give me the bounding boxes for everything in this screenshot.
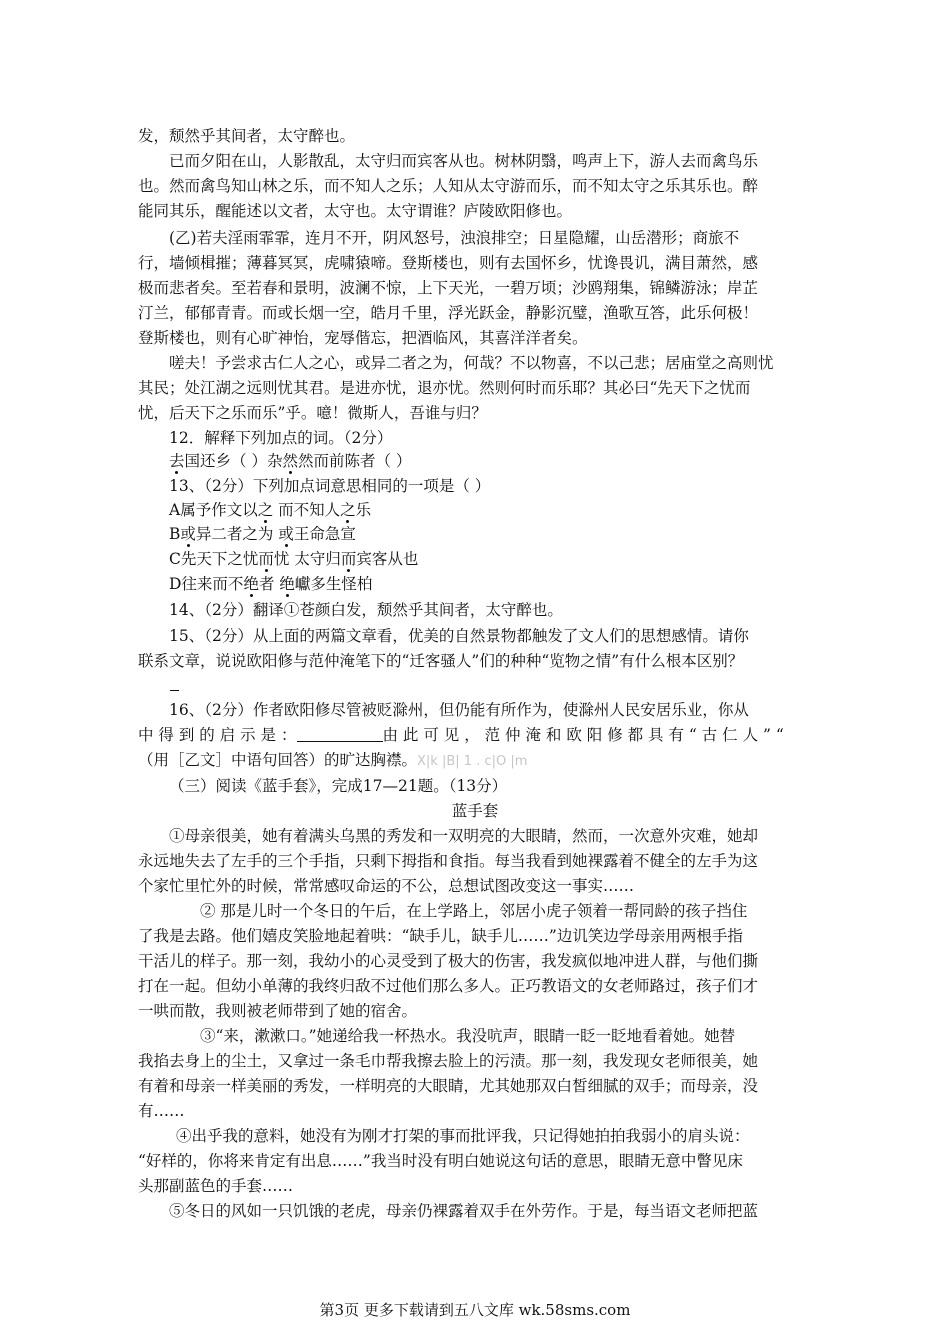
option-text: 异二者之为 — [195, 525, 279, 543]
option-text: 忧 太守归 — [273, 550, 341, 568]
question-15: 15、（2分）从上面的两篇文章看，优美的自然景物都触发了文人们的思想感情。请你 — [169, 627, 749, 645]
paragraph-line: 打在一起。但幼小单薄的我终归敌不过他们那么多人。正巧教语文的女老师路过，孩子们才 — [138, 977, 759, 995]
paragraph-line: ② 那是儿时一个冬日的午后，在上学路上，邻居小虎子领着一帮同龄的孩子挡住 — [200, 902, 748, 920]
question-text: 由 此 可 见 ， 范 仲 淹 和 欧 阳 修 都 具 有 “ 古 仁 人 ” “ — [382, 726, 784, 744]
dotted-char: 之 — [340, 501, 356, 519]
question-12: 12．解释下列加点的词。（2分） — [169, 429, 393, 447]
question-13: 13、（2分）下列加点词意思相同的一项是（ ） — [169, 477, 491, 495]
paragraph-line: ①母亲很美，她有着满头乌黑的秀发和一双明亮的大眼睛，然而，一次意外灾难，她却 — [169, 827, 759, 845]
text-line: 也。然而禽鸟知山林之乐，而不知人之乐；人知从太守游而乐，而不知太守之乐其乐也。醉 — [138, 177, 759, 195]
question-16: 16、（2分）作者欧阳修尽管被贬滁州，但仍能有所作为，使滁州人民安居乐业，你从 — [169, 701, 749, 719]
dotted-char: 而 — [258, 550, 274, 568]
paragraph-line: 永远地失去了左手的三个手指，只剩下拇指和食指。每当我看到她裸露着不健全的左手为这 — [138, 852, 759, 870]
dotted-char: 然 — [282, 452, 298, 470]
question-15-cont: 联系文章，说说欧阳修与范仲淹笔下的“迁客骚人”们的种种“览物之情”有什么根本区别？ — [138, 652, 744, 670]
option-text: C先天下之忧 — [169, 550, 259, 568]
page-footer: 第3页 更多下载请到五八文库 wk.58sms.com — [319, 1301, 631, 1319]
question-text: 中 得 到 的 启 示 是 ： — [138, 726, 297, 744]
paragraph-line: 了我是去路。他们嬉皮笑脸地起着哄：“缺手儿，缺手儿……”边讥笑边学母亲用两根手指 — [138, 927, 743, 945]
option-text: 者 — [258, 575, 280, 593]
answer-blank[interactable] — [297, 726, 383, 742]
dotted-char: 绝 — [279, 575, 295, 593]
text-line: 其民；处江湖之远则忧其君。是进亦忧，退亦忧。然则何时而乐耶？其必曰“先天下之忧而 — [138, 379, 751, 397]
paragraph-line: 有…… — [138, 1102, 185, 1120]
option-text: 而不知人 — [273, 501, 341, 519]
dotted-char: 或 — [180, 525, 196, 543]
text-line: (乙)若夫淫雨霏霏，连月不开，阴风怒号，浊浪排空；日星隐耀，山岳潜形；商旅不 — [169, 229, 740, 247]
dotted-char: 去 — [169, 452, 185, 470]
option-c — [138, 547, 818, 572]
dotted-char: 绝 — [243, 575, 259, 593]
paragraph-line: ③“来，漱漱口。”她递给我一杯热水。我没吭声，眼睛一眨一眨地看着她。她替 — [200, 1027, 736, 1045]
option-text: 乐 — [355, 501, 372, 519]
story-title: 蓝手套 — [451, 802, 499, 820]
text-line: 已而夕阳在山，人影散乱，太守归而宾客从也。树林阴翳，鸣声上下，游人去而禽鸟乐 — [169, 152, 759, 170]
option-d — [138, 572, 818, 597]
option-text: 王命急宣 — [293, 525, 356, 543]
section-heading: （三）阅读《蓝手套》，完成17—21题。（13分） — [169, 777, 508, 795]
text-line: 行，墙倾楫摧；薄暮冥冥，虎啸猿啼。登斯楼也，则有去国怀乡，忧谗畏讥，满目萧然，感 — [138, 254, 759, 272]
question-16-cont — [138, 748, 818, 774]
text-line: 忧，后天下之乐而乐”乎。噫！微斯人，吾谁与归？ — [138, 404, 487, 422]
option-text: B — [169, 525, 181, 543]
answer-line[interactable] — [170, 690, 179, 691]
paragraph-line: ⑤冬日的风如一只饥饿的老虎，母亲仍裸露着双手在外劳作。于是，每当语文老师把蓝 — [169, 1202, 759, 1220]
paragraph-line: 有着和母亲一样美丽的秀发，一样明亮的大眼睛，尤其她那双白皙细腻的双手；而母亲，没 — [138, 1077, 759, 1095]
option-text: D往来而不 — [169, 575, 244, 593]
question-16-cont — [138, 723, 818, 748]
dotted-char: 或 — [278, 525, 294, 543]
option-a — [138, 498, 818, 523]
text-line: 极而悲者矣。至若春和景明，波澜不惊，上下天光，一碧万顷；沙鸥翔集，锦鳞游泳；岸芷 — [138, 279, 759, 297]
question-text: （用［乙文］中语句回答）的旷达胸襟。 — [138, 751, 418, 769]
option-text: A属予作文以 — [169, 501, 258, 519]
option-text: 巘多生怪柏 — [294, 575, 373, 593]
question-text: 国还乡（ ）杂 — [184, 452, 283, 470]
text-line: 能同其乐，醒能述以文者，太守也。太守谓谁？庐陵欧阳修也。 — [138, 202, 573, 220]
question-text: 然而前陈者（ ） — [297, 452, 412, 470]
text-line: 登斯楼也，则有心旷神怡，宠辱偕忘，把酒临风，其喜洋洋者矣。 — [138, 329, 588, 347]
paragraph-line: 我掐去身上的尘土，又拿过一条毛巾帮我擦去脸上的污渍。那一刻，我发现女老师很美，她 — [138, 1052, 759, 1070]
option-text: 宾客从也 — [356, 550, 419, 568]
paragraph-line: “好样的，你将来肯定有出息……”我当时没有明白她说这句话的意思，眼睛无意中瞥见床 — [138, 1152, 743, 1170]
paragraph-line: 个家忙里忙外的时候，常常感叹命运的不公，总想试图改变这一事实…… — [138, 877, 635, 895]
option-b — [138, 522, 818, 547]
text-line: 嗟夫！予尝求古仁人之心，或异二者之为，何哉？不以物喜，不以己悲；居庙堂之高则忧 — [169, 354, 774, 372]
dotted-char: 之 — [257, 501, 274, 519]
paragraph-line: 头那副蓝色的手套…… — [138, 1177, 294, 1195]
dotted-char: 而 — [340, 550, 357, 568]
paragraph-line: ④出乎我的意料，她没有为刚才打架的事而批评我，只记得她拍拍我弱小的肩头说： — [176, 1127, 750, 1145]
paragraph-line: 一哄而散，我则被老师带到了她的宿舍。 — [138, 1002, 418, 1020]
question-14: 14、（2分）翻译①苍颜白发，颓然乎其间者，太守醉也。 — [169, 601, 563, 619]
watermark-text: X|k |B| 1 . c|O |m — [417, 754, 528, 769]
question-12-items — [138, 449, 818, 474]
text-line: 发，颓然乎其间者，太守醉也。 — [138, 127, 356, 145]
paragraph-line: 干活儿的样子。那一刻，我幼小的心灵受到了极大的伤害，我发疯似地冲进人群，与他们撕 — [138, 952, 759, 970]
text-line: 汀兰，郁郁青青。而或长烟一空，皓月千里，浮光跃金，静影沉璧，渔歌互答，此乐何极！ — [138, 304, 759, 322]
